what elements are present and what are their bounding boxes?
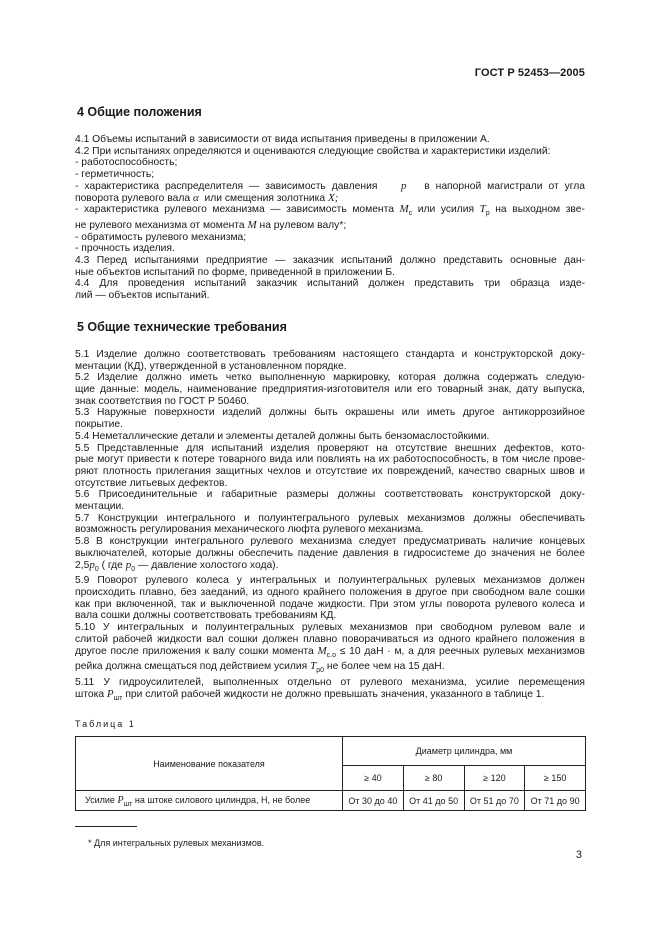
paragraph-4-4: 4.4 Для проведения испытаний заказчик испытаний должен представить три образца изде- — [75, 278, 585, 290]
table-cell: От 51 до 70 — [464, 791, 525, 811]
paragraph-5-9-continued: вала сошки должны соответствовать требованиям КД. — [75, 610, 337, 622]
paragraph-5-5-continued: ряют плотность прилегания защитных чехлов и отсутствие их повреждений, качество сварных швов и — [75, 465, 585, 477]
table-cell: От 71 до 90 — [525, 791, 586, 811]
paragraph-4-4-continued: лий — объектов испытаний. — [75, 290, 210, 302]
paragraph-4-1: 4.1 Объемы испытаний в зависимости от вида испытания приведены в приложении А. — [75, 134, 490, 145]
list-item-continued: поворота рулевого вала α или смещения золотника X; — [75, 191, 339, 204]
list-item: - обратимость рулевого механизма; — [75, 231, 247, 243]
diameter-header: ≥ 150 — [525, 766, 586, 791]
paragraph-5-1-continued: ментации (КД), утвержденной в установленном порядке. — [75, 360, 347, 372]
paragraph-4-3: 4.3 Перед испытаниями предприятие — заказчик испытаний должно представить основные дан- — [75, 255, 585, 267]
diameter-header: ≥ 80 — [403, 766, 464, 791]
paragraph-5-5: 5.5 Представленные для испытаний изделия проверяют на отсутствие внешних дефектов, кото- — [75, 442, 585, 454]
section-5-body — [75, 349, 585, 705]
list-item-continued: не рулевого механизма от момента M на рулевом валу*; — [75, 218, 347, 231]
paragraph-5-3: 5.3 Наружные поверхности изделий должны быть окрашены или иметь другое антикоррозийное — [75, 407, 585, 419]
document-id: ГОСТ Р 52453—2005 — [474, 67, 585, 79]
list-item: - характеристика рулевого механизма — зависимость момента $M_с$ или усилия $T_р$ на выходном зве- — [75, 203, 585, 218]
column-group-header-diameter: Диаметр цилиндра, мм — [343, 737, 586, 766]
paragraph-5-9-continued: как при включенной, так и выключенной подаче жидкости. При этом углы поворота рулевого колеса и — [75, 598, 585, 610]
table-1 — [75, 736, 586, 811]
paragraph-5-10: 5.10 У интегральных и полуинтегральных рулевых механизмов при свободном рулевом вале и — [75, 622, 585, 634]
paragraph-5-8-continued: выключателей, которые должны обеспечить падение давления в гидросистеме до значения не более — [75, 547, 585, 559]
section-5-title: 5 Общие технические требования — [77, 319, 287, 334]
paragraph-5-2-continued: щие данные: модель, наименование предприятия-изготовителя или его товарный знак, дату выпуска, — [75, 384, 585, 395]
paragraph-5-8-continued: $2,5p_0$ ( где $p_0$ — давление холостого хода). — [75, 558, 279, 573]
paragraph-5-1: 5.1 Изделие должно соответствовать требованиям настоящего стандарта и конструкторской доку- — [75, 348, 585, 360]
table-cell: От 41 до 50 — [403, 791, 464, 811]
paragraph-5-10-continued: рейка должна смещаться под действием усилия $T_{р0}$ не более чем на 15 даН. — [75, 660, 445, 675]
list-item: - герметичность; — [75, 169, 155, 181]
paragraph-4-3-continued: ные объектов испытаний по форме, приведенной в приложении Б. — [75, 266, 396, 278]
footnote: * Для интегральных рулевых механизмов. — [88, 838, 265, 849]
page-number: 3 — [575, 849, 582, 861]
paragraph-5-10-continued: другое после приложения к валу сошки момента $M_{с.о} \le 10$ даН · м, а для реечных рулевых механизмов — [75, 644, 585, 659]
paragraph-5-7-continued: возможность регулирования механического люфта рулевого механизма. — [75, 524, 424, 536]
diameter-header: ≥ 40 — [343, 766, 404, 791]
table-row — [76, 791, 586, 811]
paragraph-5-5-continued: рые могут привести к потере товарного вида или повлиять на их работоспособность, в том числе прове- — [75, 454, 585, 466]
paragraph-5-6-continued: ментации. — [75, 501, 125, 513]
list-item: - характеристика распределителя — зависимость давления p в напорной магистрали от угла — [75, 179, 585, 192]
row-label: Усилие $P_{шт}$ на штоке силового цилиндра, Н, не более — [76, 791, 343, 811]
table-cell: От 30 до 40 — [343, 791, 404, 811]
page-content — [75, 88, 585, 848]
section-4-title: 4 Общие положения — [77, 105, 202, 119]
paragraph-5-9-continued: происходить плавно, без заеданий, из одного крайнего положения в другое при свободном вале сошки — [75, 587, 585, 598]
paragraph-4-2: 4.2 При испытаниях определяются и оцениваются следующие свойства и характеристики изделий: — [75, 145, 551, 157]
paragraph-5-2-continued: знак соответствия по ГОСТ Р 50460. — [75, 395, 250, 407]
diameter-header: ≥ 120 — [464, 766, 525, 791]
paragraph-5-3-continued: покрытие. — [75, 419, 123, 431]
paragraph-5-7: 5.7 Конструкции интегрального и полуинтегрального рулевых механизмов должны обеспечивать — [75, 512, 585, 524]
paragraph-5-5-continued: отсутствие литьевых дефектов. — [75, 477, 228, 489]
paragraph-5-8: 5.8 В конструкции интегрального рулевого механизма следует предусматривать наличие концевых — [75, 536, 585, 548]
paragraph-5-2: 5.2 Изделие должно иметь четко выполненную маркировку, которая должна содержать следую- — [75, 372, 585, 384]
paragraph-5-6: 5.6 Присоединительные и габаритные размеры должны соответствовать конструкторской доку- — [75, 489, 585, 501]
list-item: - прочность изделия. — [75, 243, 175, 255]
paragraph-5-9: 5.9 Поворот рулевого колеса у интегральных и полуинтегральных рулевых механизмов должен — [75, 575, 585, 587]
footnote-divider — [75, 826, 137, 827]
paragraph-5-11-continued: штока $P_{шт}$ при слитой рабочей жидкости не должно превышать значения, указанного в таблице 1. — [75, 687, 545, 702]
table-caption: Таблица 1 — [75, 719, 136, 730]
paragraph-5-10-continued: слитой рабочей жидкости вал сошки должен плавно поворачиваться из одного крайнего положения в — [75, 633, 585, 645]
column-header-parameter: Наименование показателя — [76, 737, 343, 791]
section-4-body — [75, 134, 585, 302]
list-item: - работоспособность; — [75, 157, 178, 169]
paragraph-5-4: 5.4 Неметаллические детали и элементы деталей должны быть бензомаслостойкими. — [75, 430, 490, 442]
paragraph-5-11: 5.11 У гидроусилителей, выполненных отдельно от рулевого механизма, усилие перемещения — [75, 677, 585, 689]
